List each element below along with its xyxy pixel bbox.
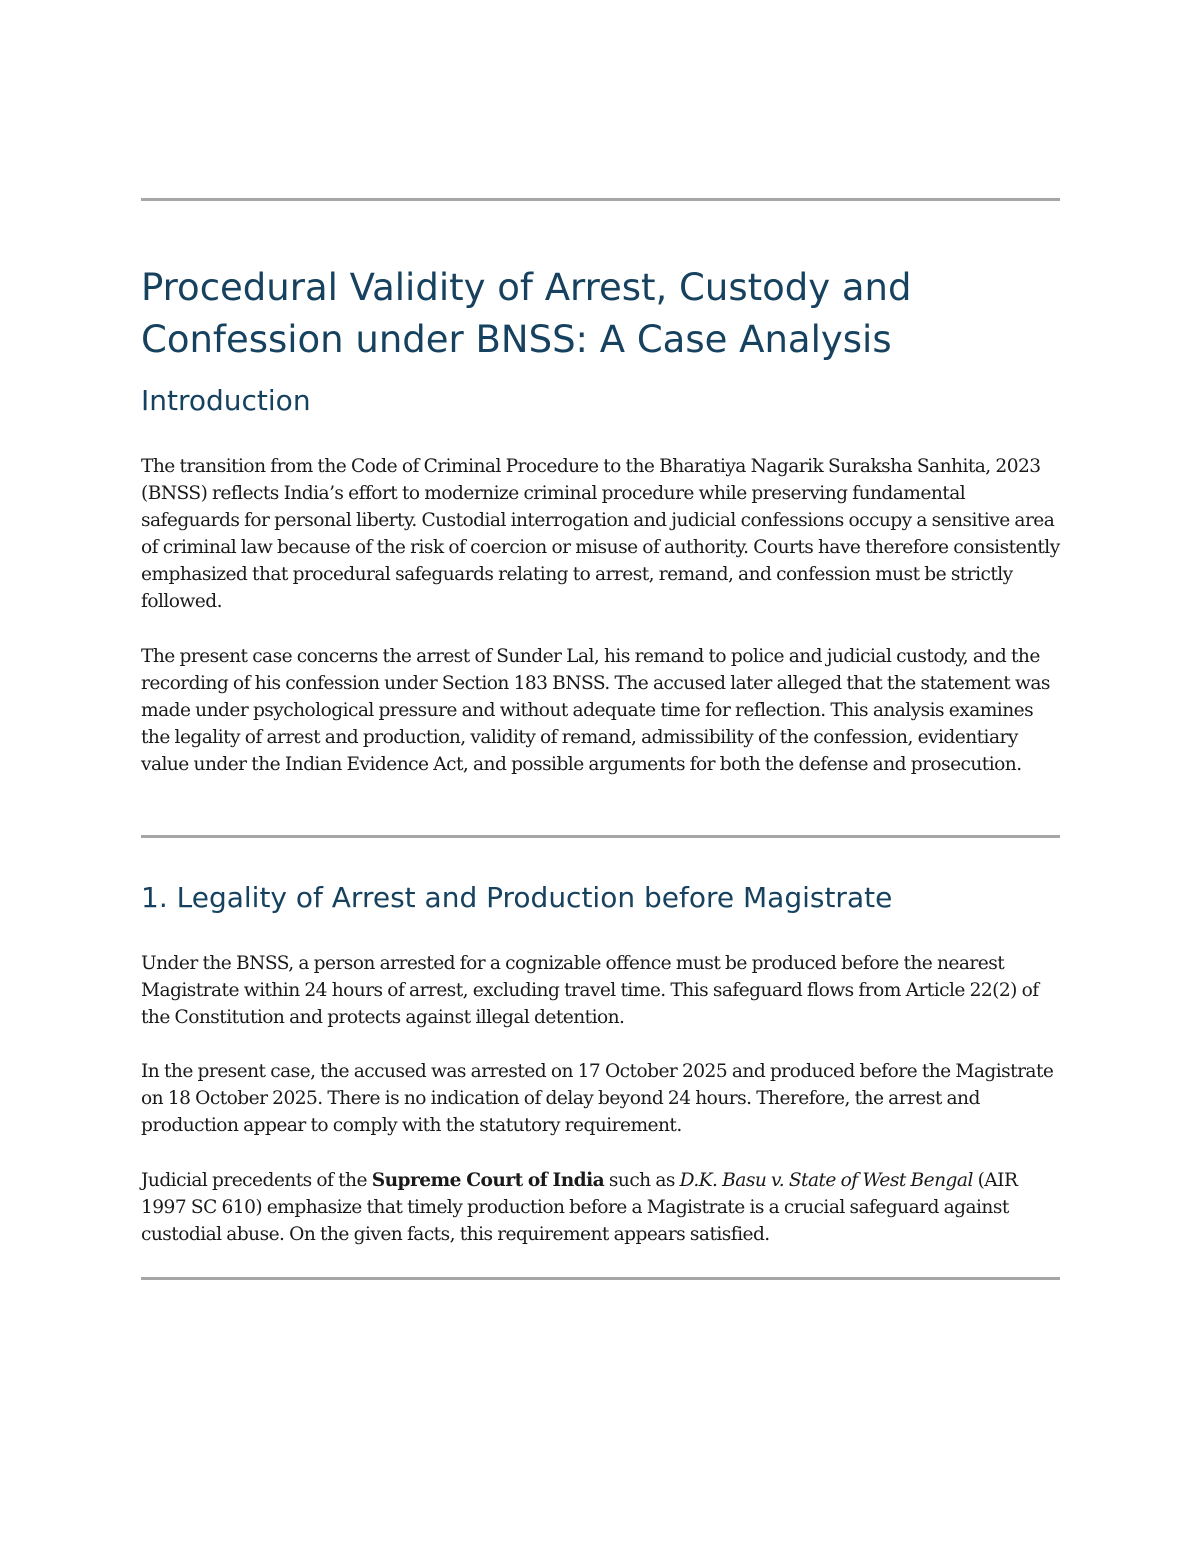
document-title: Procedural Validity of Arrest, Custody and Confession under BNSS: A Case Analysis xyxy=(141,266,912,361)
section-1-heading: 1. Legality of Arrest and Production before Magistrate xyxy=(141,881,893,914)
paragraph-3-mid: such as xyxy=(604,1170,680,1191)
section-1-paragraph-3 xyxy=(141,1167,1060,1248)
introduction-heading: Introduction xyxy=(141,384,311,417)
horizontal-rule-bottom xyxy=(141,1277,1060,1280)
section-1-paragraph-2: In the present case, the accused was arrested on 17 October 2025 and produced before the Magistrate on 18 October 2025. There is no indication of delay beyond 24 hours. Therefore, the arrest and production appear to comply with the statutory requirement. xyxy=(141,1061,1054,1136)
introduction-paragraph-1: The transition from the Code of Criminal Procedure to the Bharatiya Nagarik Suraksha Sanhita, 2023 (BNSS) reflects India’s effort to modernize criminal procedure while preserving fundamental safeguards for personal liberty. Custodial interrogation and judicial confessions occupy a sensitive area of criminal law because of the risk of coercion or misuse of authority. Courts have therefore consistently emphasized that procedural safeguards relating to arrest, remand, and confession must be strictly followed. xyxy=(141,456,1060,612)
paragraph-3-prefix: Judicial precedents of the xyxy=(141,1170,372,1191)
case-citation: D.K. Basu v. State of West Bengal xyxy=(679,1170,973,1191)
court-name: Supreme Court of India xyxy=(371,1170,605,1191)
section-1-paragraph-1: Under the BNSS, a person arrested for a cognizable offence must be produced before the nearest Magistrate within 24 hours of arrest, excluding travel time. This safeguard flows from Article 22(2) of the Constitution and protects against illegal detention. xyxy=(141,953,1039,1028)
paragraph-3-suffix: (AIR 1997 SC 610) emphasize that timely production before a Magistrate is a crucial safeguard against custodial abuse. On the given facts, this requirement appears satisfied. xyxy=(141,1170,1018,1245)
horizontal-rule-top xyxy=(141,198,1060,201)
horizontal-rule-middle xyxy=(141,835,1060,838)
introduction-paragraph-2: The present case concerns the arrest of Sunder Lal, his remand to police and judicial custody, and the recording of his confession under Section 183 BNSS. The accused later alleged that the statement was made under psychological pressure and without adequate time for reflection. This analysis examines the legality of arrest and production, validity of remand, admissibility of the confession, evidentiary value under the Indian Evidence Act, and possible arguments for both the defense and prosecution. xyxy=(141,646,1050,775)
